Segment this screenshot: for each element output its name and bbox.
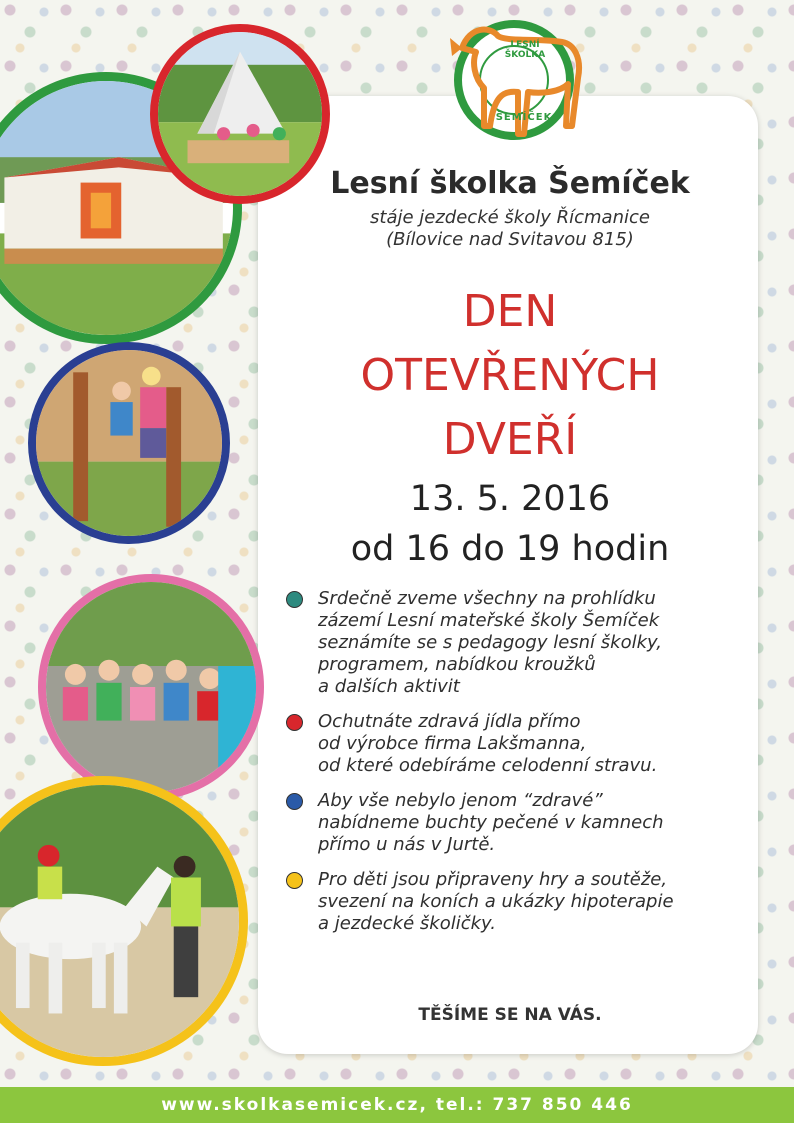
list-item: Ochutnáte zdravá jídla přímo od výrobce firma Lakšmanna, od které odebíráme celodenní stravu. — [286, 711, 756, 777]
subtitle — [290, 207, 730, 251]
blue-dot-icon — [286, 793, 303, 810]
footer-contact: www.skolkasemicek.cz, tel.: 737 850 446 — [0, 1087, 794, 1123]
event-title-line-3: DVEŘÍ — [442, 414, 578, 465]
event-date-time — [290, 474, 730, 574]
page-title: Lesní školka Šemíček — [330, 166, 690, 201]
school-logo — [432, 8, 588, 148]
horse-photo — [0, 776, 248, 1066]
event-title-line-1: DEN — [462, 286, 558, 337]
logo-ring-top-text: LESNÍ ŠKOLKA — [504, 40, 546, 60]
list-item: Aby vše nebylo jenom “zdravé” nabídneme buchty pečené v kamnech přímo u nás v Jurtě. — [286, 790, 756, 856]
program-list — [286, 588, 756, 948]
yellow-dot-icon — [286, 872, 303, 889]
subtitle-line-2: (Bílovice nad Svitavou 815) — [386, 229, 634, 250]
climbing-photo — [28, 342, 230, 544]
event-title — [290, 280, 730, 472]
event-date: 13. 5. 2016 — [409, 479, 611, 519]
teal-dot-icon — [286, 591, 303, 608]
event-time: od 16 do 19 hodin — [350, 529, 670, 569]
logo-ring-bottom-text: ŠEMÍČEK — [495, 112, 553, 123]
subtitle-line-1: stáje jezdecké školy Řícmanice — [370, 207, 650, 228]
event-title-line-2: OTEVŘENÝCH — [360, 350, 660, 401]
list-item: Srdečně zveme všechny na prohlídku zázemí Lesní mateřské školy Šemíček seznámíte se s pedagogy lesní školky, programem, nabídkou kroužků a dalších aktivit — [286, 588, 756, 698]
closing-text: TĚŠÍME SE NA VÁS. — [418, 1005, 602, 1025]
red-dot-icon — [286, 714, 303, 731]
list-item: Pro děti jsou připraveny hry a soutěže, svezení na koních a ukázky hipoterapie a jezdecké školičky. — [286, 869, 756, 935]
children-photo — [38, 574, 264, 800]
